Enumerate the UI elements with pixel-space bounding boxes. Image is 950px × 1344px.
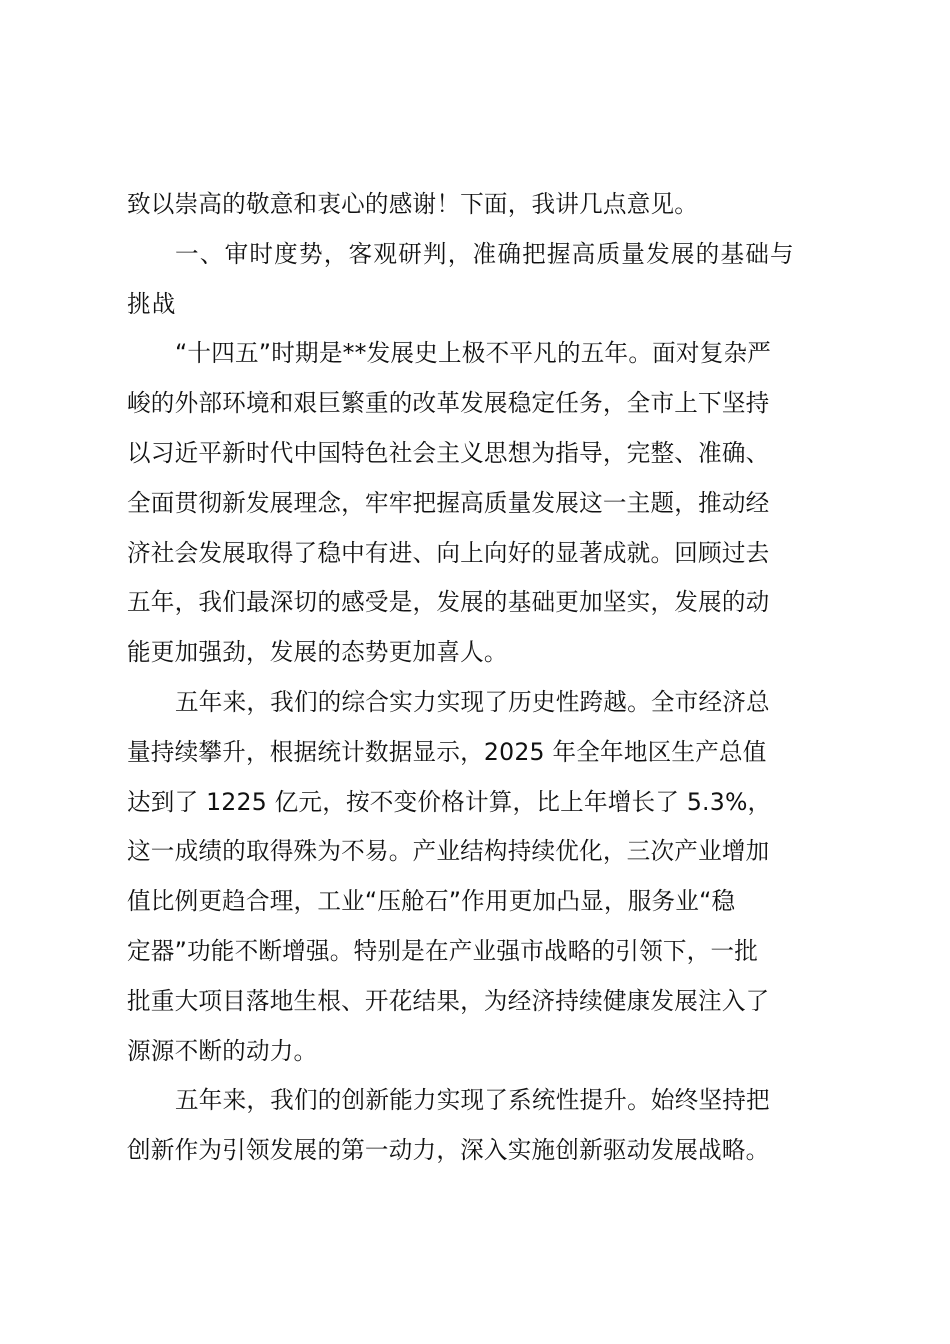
text-line: 五年来，我们的创新能力实现了系统性提升。始终坚持把 — [175, 1086, 770, 1115]
document-body — [127, 180, 837, 1176]
text-line: 致以崇高的敬意和衷心的感谢！下面，我讲几点意见。 — [127, 190, 699, 218]
text-line: 这一成绩的取得殊为不易。产业结构持续优化，三次产业增加 — [127, 837, 770, 866]
text-line: 五年来，我们的综合实力实现了历史性跨越。全市经济总 — [175, 687, 770, 716]
text-line: 批重大项目落地生根、开花结果，为经济持续健康发展注入了 — [127, 986, 770, 1015]
heading-line: 挑战 — [127, 289, 177, 318]
paragraph-fourteenth-five-year — [127, 329, 837, 678]
text-line: 定器”功能不断增强。特别是在产业强市战略的引领下，一批 — [127, 936, 759, 965]
text-line: 能更加强劲，发展的态势更加喜人。 — [127, 638, 508, 667]
text-line: 五年，我们最深切的感受是，发展的基础更加坚实，发展的动 — [127, 588, 770, 617]
text-line: 创新作为引领发展的第一动力，深入实施创新驱动发展战略。 — [127, 1136, 770, 1165]
text-line: 量持续攀升，根据统计数据显示，2025 年全年地区生产总值 — [127, 737, 767, 766]
heading-line: 一、审时度势，客观研判，准确把握高质量发展的基础与 — [175, 239, 795, 268]
text-line: 值比例更趋合理，工业“压舱石”作用更加凸显，服务业“稳 — [127, 887, 736, 916]
paragraph-innovation-capacity — [127, 1076, 837, 1176]
text-line: “十四五”时期是**发展史上极不平凡的五年。面对复杂严 — [175, 339, 772, 368]
text-line: 以习近平新时代中国特色社会主义思想为指导，完整、准确、 — [127, 438, 770, 467]
text-line: 济社会发展取得了稳中有进、向上向好的显著成就。回顾过去 — [127, 538, 770, 567]
text-line: 峻的外部环境和艰巨繁重的改革发展稳定任务，全市上下坚持 — [127, 389, 770, 418]
text-line: 源源不断的动力。 — [127, 1036, 318, 1065]
section-heading-1 — [127, 230, 837, 330]
paragraph-closing-remarks — [127, 180, 837, 230]
paragraph-comprehensive-strength — [127, 678, 837, 1076]
text-line: 达到了 1225 亿元，按不变价格计算，比上年增长了 5.3%， — [127, 787, 772, 816]
text-line: 全面贯彻新发展理念，牢牢把握高质量发展这一主题，推动经 — [127, 488, 770, 517]
